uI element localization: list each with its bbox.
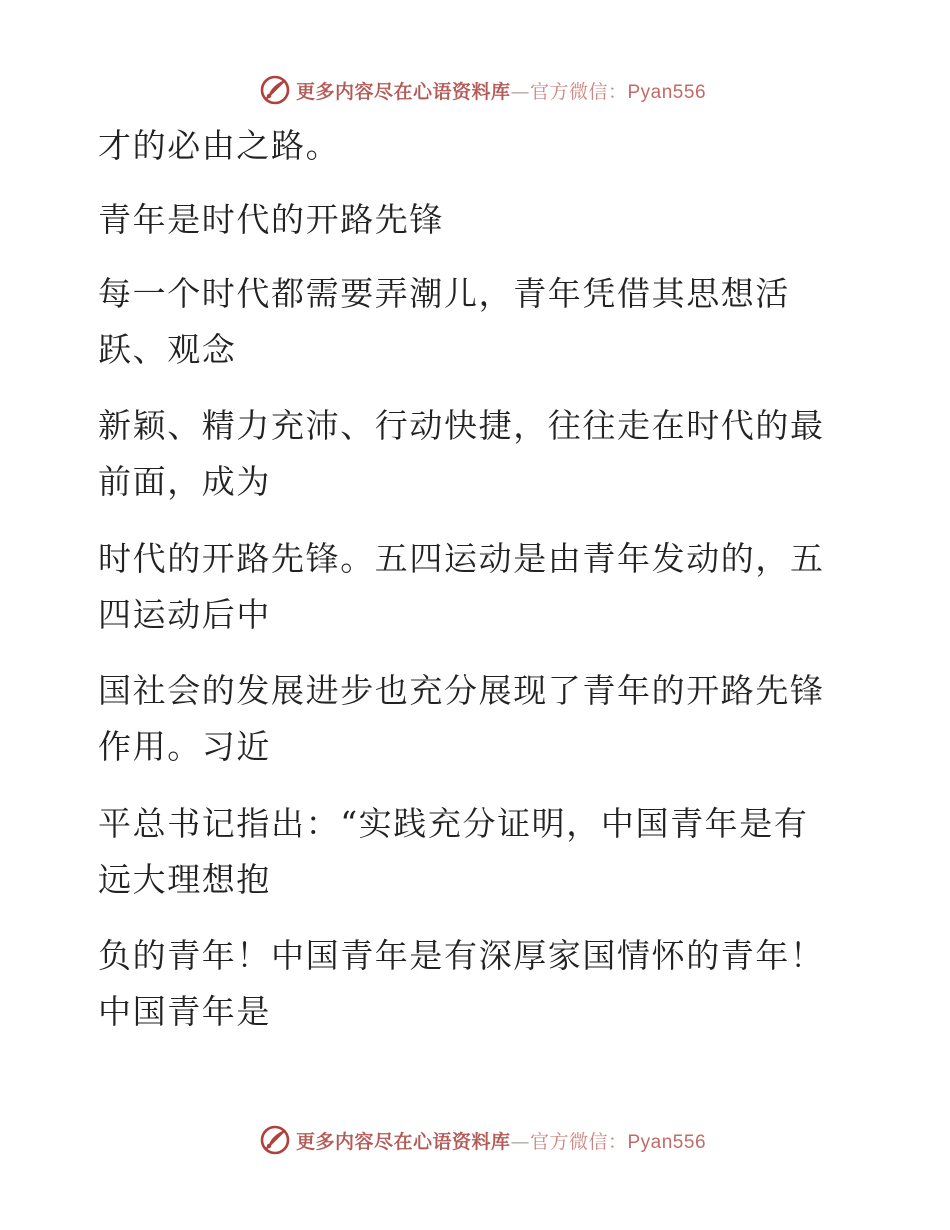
text-line: 远大理想抱	[98, 860, 271, 899]
quill-logo-icon	[258, 73, 292, 107]
text-line: 新颖、精力充沛、行动快捷，往往走在时代的最	[98, 406, 825, 445]
banner-main-text: 更多内容尽在心语资料库	[295, 1130, 511, 1153]
quill-logo-icon	[258, 1123, 292, 1157]
text-line: 作用。习近	[98, 727, 271, 766]
text-line: 中国青年是	[98, 992, 271, 1031]
text-line: 平总书记指出：“实践充分证明，中国青年是有	[98, 804, 809, 843]
text-line: 跃、观念	[98, 330, 237, 369]
banner-separator: —	[510, 1130, 530, 1153]
banner-wechat-id: Pyan556	[627, 1131, 707, 1153]
banner-official-label: 官方微信：	[529, 1130, 628, 1153]
banner-main-text: 更多内容尽在心语资料库	[295, 80, 511, 103]
banner-separator: —	[510, 80, 530, 103]
section-heading: 青年是时代的开路先锋	[98, 200, 444, 239]
banner-text	[296, 1127, 706, 1154]
text-line: 前面，成为	[98, 462, 271, 501]
text-line: 四运动后中	[98, 595, 271, 634]
header-banner	[0, 70, 950, 110]
footer-banner-content	[258, 1123, 706, 1157]
text-line: 每一个时代都需要弄潮儿，青年凭借其思想活	[98, 274, 790, 313]
text-line: 国社会的发展进步也充分展现了青年的开路先锋	[98, 671, 825, 710]
text-line: 时代的开路先锋。五四运动是由青年发动的，五	[98, 539, 825, 578]
footer-banner	[0, 1120, 950, 1160]
text-line: 才的必由之路。	[98, 126, 341, 165]
banner-wechat-id: Pyan556	[627, 81, 707, 103]
banner-text	[296, 77, 706, 104]
text-line: 负的青年！中国青年是有深厚家国情怀的青年！	[98, 936, 825, 975]
banner-official-label: 官方微信：	[529, 80, 628, 103]
header-banner-content	[258, 73, 706, 107]
